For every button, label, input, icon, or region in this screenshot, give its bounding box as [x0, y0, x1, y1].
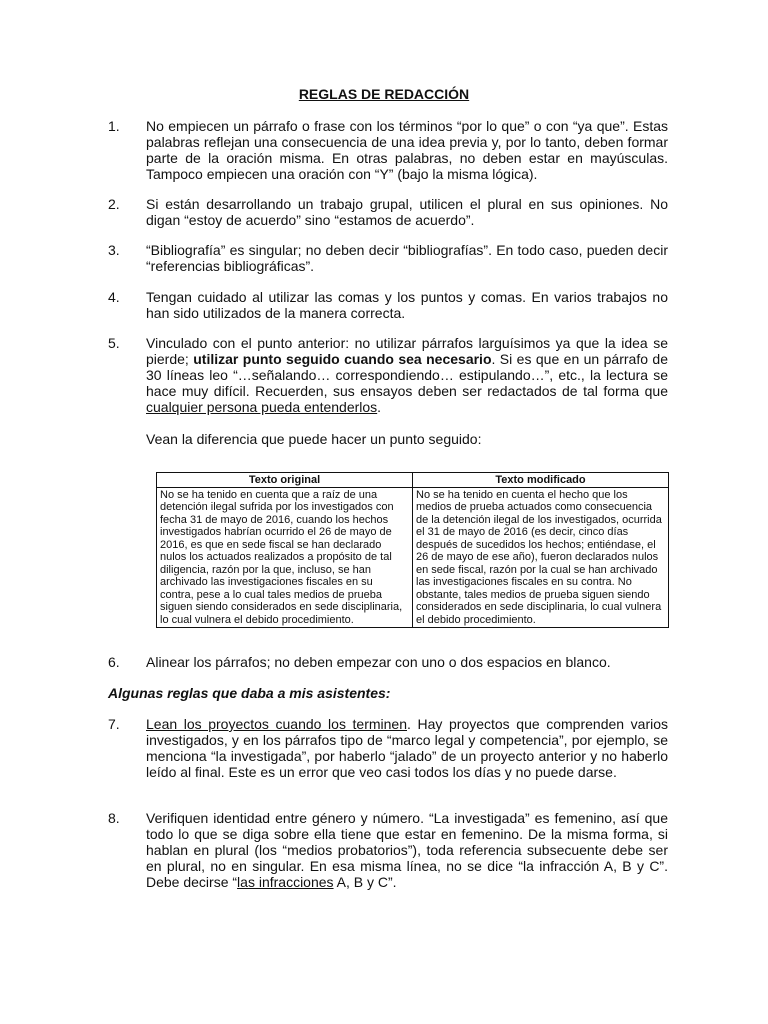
rule-4: [108, 289, 668, 321]
rule-text: [146, 810, 668, 890]
rule-number: 8.: [108, 810, 120, 826]
comparison-table: [156, 472, 669, 628]
rule-5: [108, 335, 668, 447]
rule-number: 2.: [108, 196, 120, 212]
rule-text: Si están desarrollando un trabajo grupal, utilicen el plural en sus opiniones. No digan “estoy de acuerdo” sino “estamos de acuerdo”.: [146, 196, 668, 228]
rule-2: [108, 196, 668, 228]
rule-text-part: Vinculado con el punto anterior: no utilizar párrafos larguísimos ya que la idea se pierde;: [146, 335, 668, 367]
rule-7: [108, 716, 668, 780]
section-subheading: Algunas reglas que daba a mis asistentes:: [108, 685, 391, 701]
table-header-row: [157, 473, 669, 488]
rule-underlined-text: Lean los proyectos cuando los terminen: [146, 716, 408, 732]
rule-number: 3.: [108, 242, 120, 258]
rule-8: [108, 810, 668, 890]
rule-bold-text: utilizar punto seguido cuando sea necesario: [193, 351, 492, 367]
rule-number: 7.: [108, 716, 120, 732]
rule-text-part: .: [377, 399, 382, 415]
rule-6: [108, 654, 668, 670]
rule-note: Vean la diferencia que puede hacer un punto seguido:: [146, 431, 482, 447]
rule-text: No empiecen un párrafo o frase con los términos “por lo que” o con “ya que”. Estas palabras reflejan una consecuencia de una idea previa y, por lo tanto, deben formar parte de la oración misma. En otras palabras, no deben estar en mayúsculas. Tampoco empiecen una oración con “Y” (bajo la misma lógica).: [146, 118, 668, 182]
rule-text: Tengan cuidado al utilizar las comas y los puntos y comas. En varios trabajos no han sido utilizados de la manera correcta.: [146, 289, 668, 321]
rule-text: [146, 335, 668, 415]
rule-1: [108, 118, 668, 182]
rule-text-part: . Si es que en un párrafo de 30 líneas leo “…señalando… correspondiendo… estipulando…”, etc., la lectura se hace muy difícil. Recuerden, sus ensayos deben ser redactados de tal forma que: [146, 351, 668, 399]
column-header-modified: Texto modificado: [413, 473, 669, 488]
cell-original-text: No se ha tenido en cuenta que a raíz de una detención ilegal sufrida por los investigados con fecha 31 de mayo de 2016, cuando los hechos investigados habrían ocurrido el 26 de mayo de 2016, es que en sede fiscal se han declarado nulos los actuados realizados a propósito de tal diligencia, razón por la que, incluso, se han archivado las investigaciones fiscales en su contra, pese a lo cual tales medios de prueba siguen siendo considerados en sede disciplinaria, lo cual vulnera el debido procedimiento.: [157, 487, 413, 628]
rule-number: 5.: [108, 335, 120, 351]
page-title: REGLAS DE REDACCIÓN: [298, 86, 470, 102]
column-header-original: Texto original: [157, 473, 413, 488]
cell-modified-text: No se ha tenido en cuenta el hecho que los medios de prueba actuados como consecuencia de la detención ilegal de los investigados, ocurrida el 31 de mayo de 2016 (es decir, cinco días después de sucedidos los hechos; entiéndase, el 26 de mayo de ese año), fueron declarados nulos en sede fiscal, razón por la cual se han archivado las investigaciones fiscales en su contra. No obstante, tales medios de prueba siguen siendo considerados en sede disciplinaria, lo cual vulnera el debido procedimiento.: [413, 487, 669, 628]
rule-text: “Bibliografía” es singular; no deben decir “bibliografías”. En todo caso, pueden decir “referencias bibliográficas”.: [146, 242, 668, 274]
rule-text-part: A, B y C”.: [333, 874, 397, 890]
rule-underlined-text: cualquier persona pueda entenderlos: [146, 399, 378, 415]
rule-number: 6.: [108, 654, 120, 670]
rule-text: Alinear los párrafos; no deben empezar con uno o dos espacios en blanco.: [146, 654, 611, 670]
rule-number: 4.: [108, 289, 120, 305]
table-row: [157, 487, 669, 628]
rule-3: [108, 242, 668, 274]
rule-text-part: . Hay proyectos que comprenden varios investigados, y en los párrafos tipo de “marco legal y competencia”, por ejemplo, se menciona “la investigada”, por haberlo “jalado” de un proyecto anterior y no haberlo leído al final. Este es un error que veo casi todos los días y no puede darse.: [146, 716, 669, 780]
rule-number: 1.: [108, 118, 120, 134]
rule-text: [146, 716, 668, 780]
rule-underlined-text: las infracciones: [237, 874, 334, 890]
rule-text-part: Verifiquen identidad entre género y número. “La investigada” es femenino, así que todo lo que se diga sobre ella tiene que estar en femenino. De la misma forma, si hablan en plural (los “medios probatorios”), toda referencia subsecuente debe ser en plural, no en singular. En esa misma línea, no se dice “la infracción A, B y C”. Debe decirse “: [146, 810, 668, 890]
